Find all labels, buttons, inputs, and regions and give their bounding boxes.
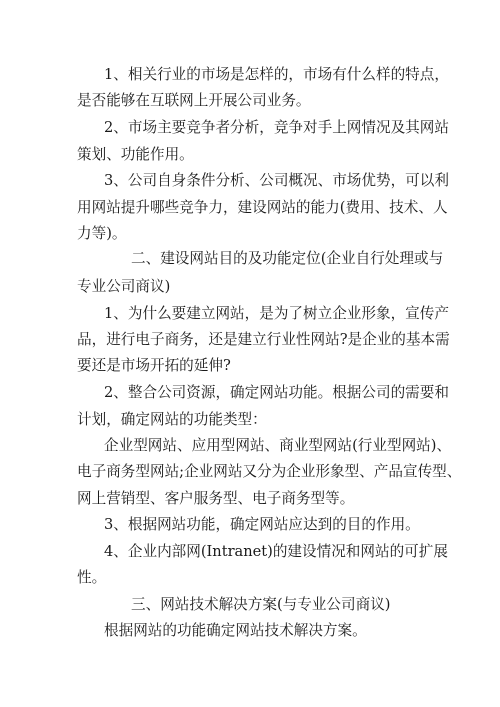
- text-line: 网上营销型、客户服务型、电子商务型等。: [77, 490, 355, 507]
- text-line: 性。: [77, 569, 107, 586]
- text-line: 2、整合公司资源，确定网站功能。根据公司的需要和: [104, 384, 449, 401]
- text-line: 1、为什么要建立网站，是为了树立企业形象，宣传产: [104, 305, 449, 322]
- text-line: 企业型网站、应用型网站、商业型网站(行业型网站)、: [104, 437, 452, 454]
- text-line: 根据网站的功能确定网站技术解决方案。: [104, 622, 367, 639]
- text-line: 力等)。: [77, 225, 127, 242]
- text-line: 3、根据网站功能，确定网站应达到的目的作用。: [104, 516, 420, 533]
- text-line: 策划、功能作用。: [77, 146, 194, 163]
- text-line: 4、企业内部网(Intranet)的建设情况和网站的可扩展: [104, 543, 448, 560]
- text-line: 要还是市场开拓的延伸?: [77, 357, 231, 374]
- text-line: 品，进行电子商务，还是建立行业性网站?是企业的基本需: [77, 331, 450, 348]
- text-line: 3、公司自身条件分析、公司概况、市场优势，可以利: [104, 172, 449, 189]
- text-line: 是否能够在互联网上开展公司业务。: [77, 92, 311, 109]
- section-heading-continuation: 专业公司商议): [77, 278, 171, 295]
- text-line: 用网站提升哪些竞争力，建设网站的能力(费用、技术、人: [77, 199, 448, 216]
- text-line: 2、市场主要竞争者分析，竞争对手上网情况及其网站: [104, 119, 449, 136]
- text-line: 1、相关行业的市场是怎样的，市场有什么样的特点，: [104, 66, 449, 83]
- section-heading: 二、建设网站目的及功能定位(企业自行处理或与: [131, 250, 444, 267]
- section-heading: 三、网站技术解决方案(与专业公司商议): [131, 596, 391, 613]
- text-line: 电子商务型网站;企业网站又分为企业形象型、产品宣传型、: [77, 463, 462, 480]
- text-line: 计划，确定网站的功能类型：: [77, 411, 267, 428]
